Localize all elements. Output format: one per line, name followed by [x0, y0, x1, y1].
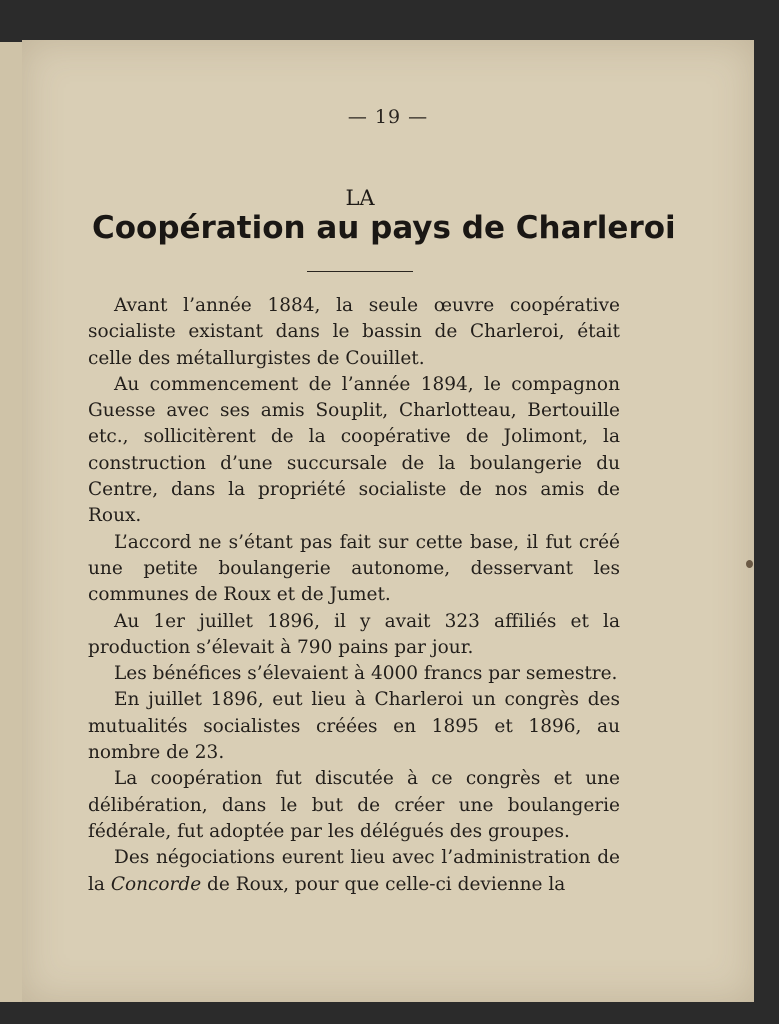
paragraph: Au 1er juillet 1896, il y avait 323 affiliés et la production s’élevait à 790 pains par jour.: [88, 610, 620, 658]
body-text: [88, 293, 620, 898]
title-prefix: LA: [345, 186, 375, 210]
paragraph: L’accord ne s’étant pas fait sur cette base, il fut créé une petite boulangerie autonome, desservant les communes de Roux et de Jumet.: [88, 531, 620, 606]
page-number: — 19 —: [347, 106, 429, 128]
paper-mark: [746, 560, 753, 568]
book-page: [22, 40, 754, 1002]
paragraph: Les bénéfices s’élevaient à 4000 francs par semestre.: [114, 663, 618, 685]
paragraph: En juillet 1896, eut lieu à Charleroi un congrès des mutualités socialistes créées en 1895 et 1896, au nombre de 23.: [88, 689, 620, 764]
chapter-title: Coopération au pays de Charleroi: [92, 210, 676, 246]
paragraph-text: Des négociations eurent lieu avec l’administration de la: [88, 847, 620, 895]
italic-name: Concorde: [110, 873, 202, 895]
paragraph: [88, 845, 620, 898]
title-rule: [307, 271, 413, 272]
paragraph-text: de Roux, pour que celle-ci devienne la: [201, 873, 566, 895]
paragraph: La coopération fut discutée à ce congrès et une délibération, dans le but de créer une boulangerie fédérale, fut adoptée par les délégués des groupes.: [88, 768, 620, 842]
paragraph: Avant l’année 1884, la seule œuvre coopérative socialiste existant dans le bassin de Charleroi, était celle des métallurgistes de Couillet.: [88, 295, 620, 369]
paragraph: Au commencement de l’année 1894, le compagnon Guesse avec ses amis Souplit, Charlotteau, Bertouille etc., sollicitèrent de la coopérative de Jolimont, la construction d’une succursale de la boulangerie du Centre, dans la propriété socialiste de nos amis de Roux.: [88, 373, 620, 527]
